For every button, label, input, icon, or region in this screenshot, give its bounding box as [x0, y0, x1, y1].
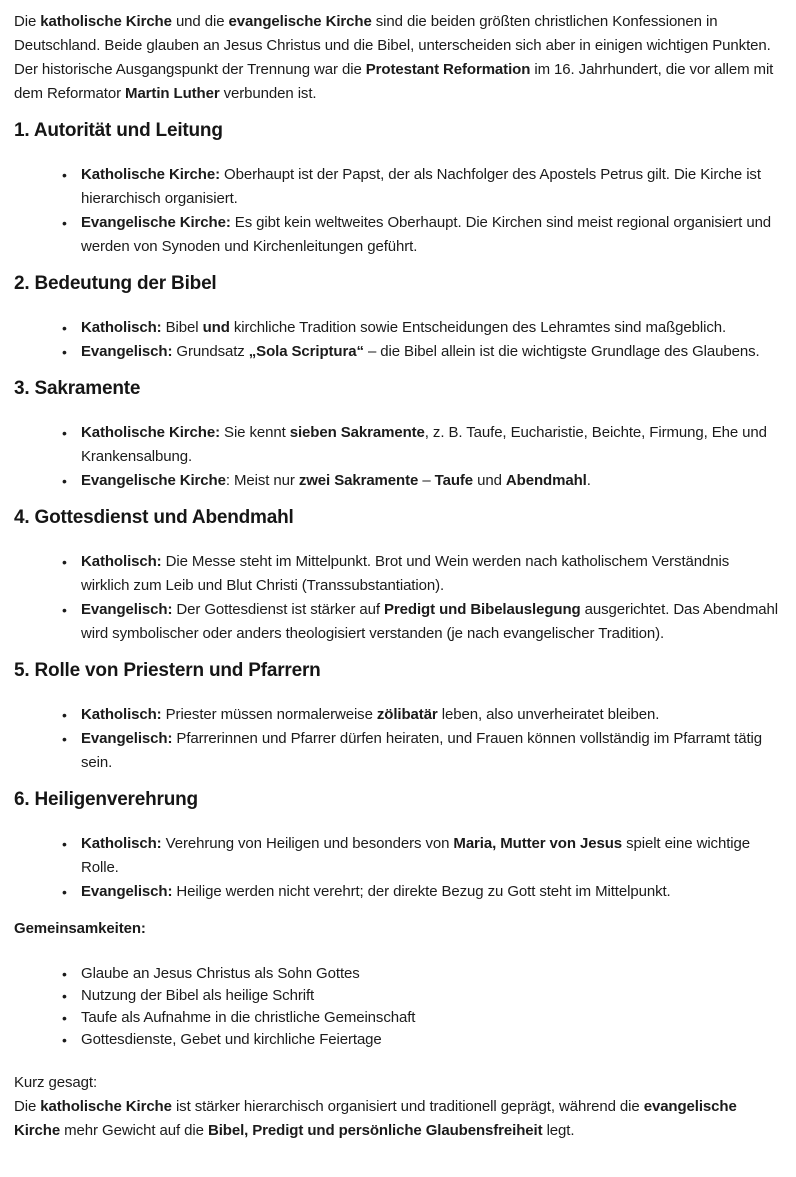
bullet-item: [81, 703, 780, 727]
text-run-bold: zwei Sakramente: [298, 472, 419, 489]
section-heading: 6. Heiligenverehrung: [14, 789, 198, 810]
text-run-bold: Katholisch:: [81, 553, 162, 570]
text-run: und die: [171, 13, 229, 30]
text-run-bold: Protestant Reformation: [365, 61, 531, 78]
text-run: Verehrung von Heiligen und besonders von: [161, 835, 454, 852]
text-run: ausgerichtet. Das Abendmahl wird symbolischer oder anders theologisiert verstanden (je nach evangelischer Tradition).: [81, 601, 778, 642]
text-run-bold: Evangelisch:: [81, 730, 173, 747]
text-run-bold: katholische Kirche: [40, 13, 172, 30]
text-run: leben, also unverheiratet bleiben.: [437, 706, 660, 723]
text-run: im 16. Jahrhundert, die vor allem mit dem Reformator: [14, 61, 774, 102]
section-bullet-list: [14, 832, 780, 904]
section-bullet-list: [14, 550, 780, 646]
summary-label: Kurz gesagt:: [14, 1074, 98, 1091]
text-run-bold: katholische Kirche: [40, 1098, 172, 1115]
text-run: verbunden ist.: [219, 85, 317, 102]
section-heading: 2. Bedeutung der Bibel: [14, 273, 217, 294]
text-run-bold: „Sola Scriptura“: [248, 343, 364, 360]
summary-paragraph: [14, 1095, 780, 1143]
section-bullet-list: [14, 703, 780, 775]
text-run: Die: [14, 1098, 41, 1115]
text-run-bold: sieben Sakramente: [289, 424, 425, 441]
text-run: – die Bibel allein ist die wichtigste Grundlage des Glaubens.: [363, 343, 760, 360]
text-run: Pfarrerinnen und Pfarrer dürfen heiraten, und Frauen können vollständig im Pfarramt tätig sein.: [81, 730, 763, 771]
text-run-bold: Katholisch:: [81, 319, 162, 336]
commonalities-title: Gemeinsamkeiten:: [14, 920, 146, 937]
intro-paragraph: [14, 10, 780, 106]
bullet-item: [81, 421, 780, 469]
text-run-bold: Katholische Kirche:: [81, 166, 220, 183]
section-bullet-list: [14, 163, 780, 259]
text-run: : Meist nur: [225, 472, 299, 489]
text-run: –: [418, 472, 435, 489]
text-run: Sie kennt: [219, 424, 290, 441]
text-run-bold: evangelische Kirche: [14, 1098, 737, 1139]
text-run: Priester müssen normalerweise: [161, 706, 377, 723]
list-item: • Nutzung der Bibel als heilige Schrift: [81, 985, 780, 1007]
bullet-item: [81, 469, 780, 493]
text-run-bold: Katholisch:: [81, 835, 162, 852]
text-run-bold: Evangelische Kirche:: [81, 214, 231, 231]
text-run: legt.: [542, 1122, 575, 1139]
text-run: Grundsatz: [172, 343, 249, 360]
list-item: • Glaube an Jesus Christus als Sohn Gottes: [81, 963, 780, 985]
section-heading: 5. Rolle von Priestern und Pfarrern: [14, 660, 321, 681]
text-run-bold: zölibatär: [376, 706, 438, 723]
commonalities-list: [14, 963, 780, 1051]
text-run-bold: Bibel, Predigt und persönliche Glaubensfreiheit: [207, 1122, 543, 1139]
bullet-item: [81, 163, 780, 211]
text-run-bold: Abendmahl: [505, 472, 587, 489]
bullet-item: [81, 832, 780, 880]
text-run-bold: Katholische Kirche:: [81, 424, 220, 441]
bullet-item: [81, 316, 780, 340]
bullet-item: [81, 727, 780, 775]
text-run: Die Messe steht im Mittelpunkt. Brot und Wein werden nach katholischem Verständnis wirklich zum Leib und Blut Christi (Transsubstantiation).: [81, 553, 730, 594]
text-run-bold: Evangelisch:: [81, 601, 173, 618]
section-heading: 1. Autorität und Leitung: [14, 120, 223, 141]
section-heading: 3. Sakramente: [14, 378, 141, 399]
text-run-bold: Katholisch:: [81, 706, 162, 723]
text-run: Heilige werden nicht verehrt; der direkte Bezug zu Gott steht im Mittelpunkt.: [172, 883, 671, 900]
text-run: spielt eine wichtige Rolle.: [81, 835, 750, 876]
bullet-item: [81, 598, 780, 646]
text-run: Die: [14, 13, 41, 30]
text-run-bold: Evangelische Kirche: [81, 472, 226, 489]
text-run: Bibel: [161, 319, 203, 336]
text-run-bold: Evangelisch:: [81, 883, 173, 900]
text-run: Oberhaupt ist der Papst, der als Nachfolger des Apostels Petrus gilt. Die Kirche ist hierarchisch organisiert.: [81, 166, 761, 207]
text-run: ist stärker hierarchisch organisiert und traditionell geprägt, während die: [171, 1098, 644, 1115]
text-run: , z. B. Taufe, Eucharistie, Beichte, Firmung, Ehe und Krankensalbung.: [81, 424, 767, 465]
text-run-bold: und: [202, 319, 230, 336]
bullet-item: [81, 340, 780, 364]
text-run: kirchliche Tradition sowie Entscheidungen des Lehramtes sind maßgeblich.: [229, 319, 727, 336]
text-run-bold: Taufe: [434, 472, 474, 489]
text-run: .: [586, 472, 591, 489]
bullet-item: [81, 211, 780, 259]
text-run: mehr Gewicht auf die: [60, 1122, 208, 1139]
text-run-bold: Evangelisch:: [81, 343, 173, 360]
text-run-bold: Maria, Mutter von Jesus: [453, 835, 623, 852]
text-run: Der Gottesdienst ist stärker auf: [172, 601, 385, 618]
list-item: • Taufe als Aufnahme in die christliche Gemeinschaft: [81, 1007, 780, 1029]
text-run-bold: Predigt und Bibelauslegung: [384, 601, 581, 618]
section-bullet-list: [14, 316, 780, 364]
text-run-bold: Martin Luther: [125, 85, 220, 102]
text-run: und: [473, 472, 506, 489]
text-run: sind die beiden größten christlichen Konfessionen in Deutschland. Beide glauben an Jesus Christus und die Bibel, unterscheiden sich aber in einigen wichtigen Punkten. Der historische Ausgangspunkt der Trennung war die: [14, 13, 771, 78]
section-bullet-list: [14, 421, 780, 493]
section-heading: 4. Gottesdienst und Abendmahl: [14, 507, 294, 528]
list-item: • Gottesdienste, Gebet und kirchliche Feiertage: [81, 1029, 780, 1051]
text-run-bold: evangelische Kirche: [228, 13, 372, 30]
bullet-item: [81, 880, 780, 904]
text-run: Es gibt kein weltweites Oberhaupt. Die Kirchen sind meist regional organisiert und werden von Synoden und Kirchenleitungen geführt.: [81, 214, 772, 255]
bullet-item: [81, 550, 780, 598]
sections: [14, 119, 780, 904]
